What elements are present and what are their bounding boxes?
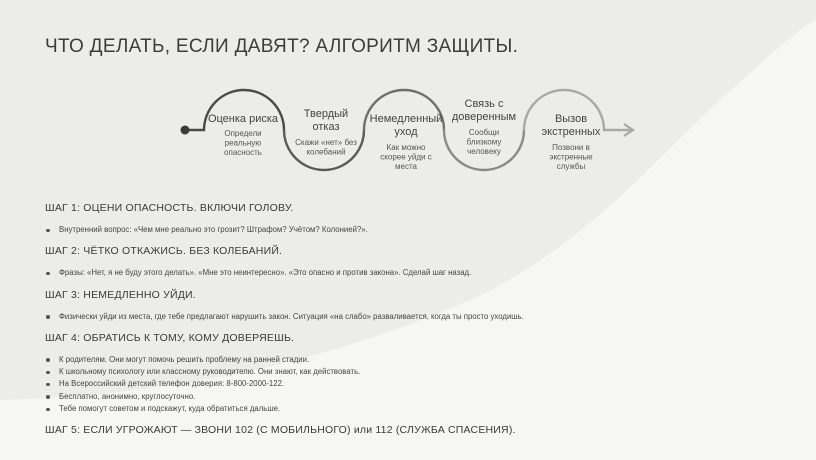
process-flow-diagram [0, 0, 816, 200]
flow-step-description: скорее уйди с [380, 152, 432, 162]
flow-step-title: отказ [312, 121, 340, 133]
step-1 [45, 202, 785, 236]
flow-step-description: Скажи «нет» без [295, 138, 357, 147]
flow-step-4 [452, 98, 516, 156]
flow-step-2 [295, 108, 357, 157]
flow-step-title: экстренных [541, 126, 601, 138]
bullet-item: Фразы: «Нет, я не буду этого делать». «Мне это неинтересно». «Это опасно и против закона». Сделай шаг назад. [45, 267, 785, 279]
flow-step-description: близкому [466, 137, 502, 147]
step-2 [45, 245, 785, 279]
flow-step-description: опасность [224, 148, 262, 157]
flow-step-5 [542, 113, 601, 171]
bullet-item: К школьному психологу или классному руководителю. Они знают, как действовать. [45, 366, 785, 378]
step-4 [45, 332, 785, 415]
flow-step-3 [370, 113, 443, 171]
flow-step-description: Как можно [386, 143, 426, 152]
flow-step-title: Оценка риска [207, 113, 279, 125]
flow-step-description: реальную [224, 138, 262, 148]
step-heading: ШАГ 4: ОБРАТИСЬ К ТОМУ, КОМУ ДОВЕРЯЕШЬ. [45, 331, 295, 344]
bullet-item: Тебе помогут советом и подскажут, куда обратиться дальше. [45, 403, 785, 415]
bullet-item: Внутренний вопрос: «Чем мне реально это грозит? Штрафом? Учётом? Колонией?». [45, 224, 785, 236]
bullet-item: Физически уйди из места, где тебе предлагают нарушить закон. Ситуация «на слабо» разваливается, когда ты просто уходишь. [45, 311, 785, 323]
flow-step-title: уход [394, 126, 418, 138]
step-bullets [45, 354, 785, 415]
flow-step-description: колебаний [306, 147, 346, 157]
flow-step-description: экстренные [549, 152, 593, 162]
step-5 [45, 424, 785, 436]
flow-step-title: доверенным [451, 111, 517, 123]
step-3 [45, 289, 785, 323]
step-heading: ШАГ 5: ЕСЛИ УГРОЖАЮТ — ЗВОНИ 102 (С МОБИЛЬНОГО) или 112 (СЛУЖБА СПАСЕНИЯ). [45, 424, 516, 437]
flow-step-description: места [395, 162, 417, 171]
page-title: ЧТО ДЕЛАТЬ, ЕСЛИ ДАВЯТ? АЛГОРИТМ ЗАЩИТЫ. [45, 36, 519, 57]
steps-list [45, 202, 785, 446]
step-bullets [45, 267, 785, 279]
bullet-item: Бесплатно, анонимно, круглосуточно. [45, 391, 785, 403]
step-bullets [45, 311, 785, 323]
flow-step-description: человеку [467, 147, 501, 156]
step-heading: ШАГ 2: ЧЁТКО ОТКАЖИСЬ. БЕЗ КОЛЕБАНИЙ. [45, 245, 283, 258]
flow-step-description: Позвони в [552, 143, 590, 152]
step-bullets [45, 224, 785, 236]
flow-step-description: Определи [224, 129, 262, 138]
flow-step-1 [208, 113, 279, 157]
step-heading: ШАГ 3: НЕМЕДЛЕННО УЙДИ. [45, 288, 196, 301]
flow-step-description: Сообщи [468, 128, 500, 137]
flow-step-description: службы [556, 162, 586, 171]
step-heading: ШАГ 1: ОЦЕНИ ОПАСНОСТЬ. ВКЛЮЧИ ГОЛОВУ. [45, 202, 294, 214]
flow-step-title: Вызов [554, 113, 588, 125]
flow-step-title: Твердый [303, 108, 349, 120]
bullet-item: На Всероссийский детский телефон доверия: 8-800-2000-122. [45, 378, 785, 390]
bullet-item: К родителям. Они могут помочь решить проблему на ранней стадии. [45, 354, 785, 366]
flow-step-title: Немедленный [369, 113, 443, 125]
flow-start-dot [181, 126, 190, 135]
flow-step-title: Связь с [464, 98, 504, 110]
